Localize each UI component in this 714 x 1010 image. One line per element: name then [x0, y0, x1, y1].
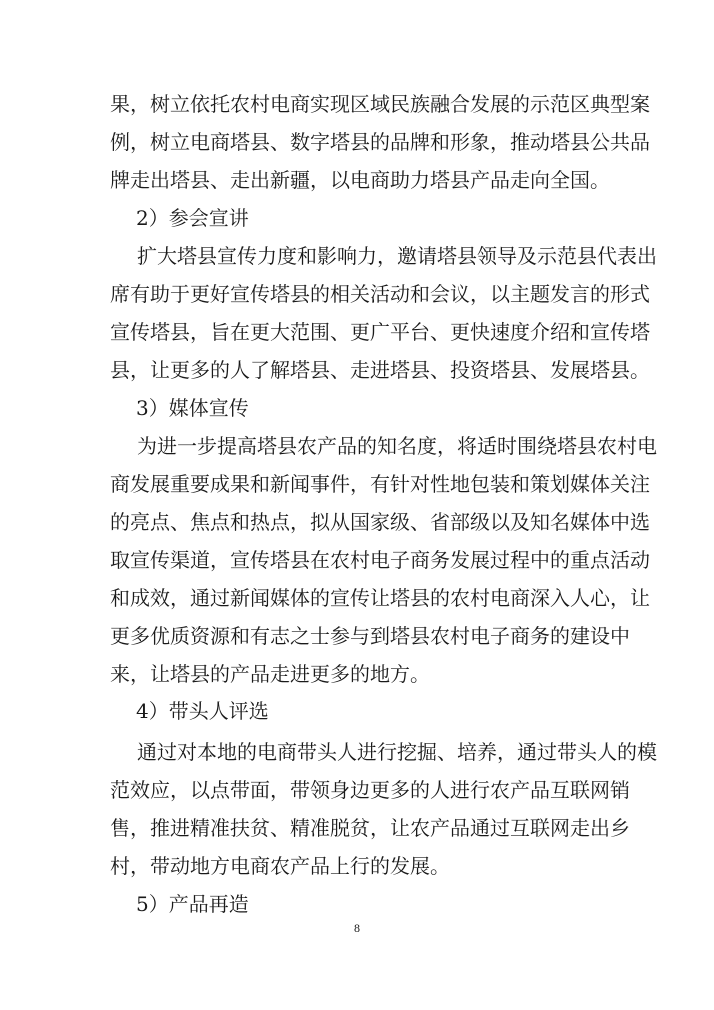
body-text-line: 通过对本地的电商带头人进行挖掘、培养，通过带头人的模: [137, 740, 657, 764]
body-text-line: 牌走出塔县、走出新疆，以电商助力塔县产品走向全国。: [110, 168, 610, 192]
body-text-line: 县，让更多的人了解塔县、走进塔县、投资塔县、发展塔县。: [110, 358, 650, 382]
section-heading: 2）参会宣讲: [136, 206, 249, 230]
body-text-line: 村，带动地方电商农产品上行的发展。: [110, 854, 450, 878]
body-text-line: 更多优质资源和有志之士参与到塔县农村电子商务的建设中: [110, 624, 630, 648]
body-text-line: 席有助于更好宣传塔县的相关活动和会议，以主题发言的形式: [110, 282, 650, 306]
body-text-line: 为进一步提高塔县农产品的知名度，将适时围绕塔县农村电: [137, 434, 657, 458]
body-text-line: 宣传塔县，旨在更大范围、更广平台、更快速度介绍和宣传塔: [110, 320, 650, 344]
body-text-line: 的亮点、焦点和热点，拟从国家级、省部级以及知名媒体中选: [110, 510, 650, 534]
body-text-line: 来，让塔县的产品走进更多的地方。: [110, 662, 430, 686]
body-text-line: 取宣传渠道，宣传塔县在农村电子商务发展过程中的重点活动: [110, 548, 650, 572]
page-number: 8: [354, 921, 360, 935]
body-text-line: 商发展重要成果和新闻事件，有针对性地包装和策划媒体关注: [110, 472, 650, 496]
section-heading: 3）媒体宣传: [136, 396, 249, 420]
section-heading: 5）产品再造: [136, 892, 249, 916]
body-text-line: 和成效，通过新闻媒体的宣传让塔县的农村电商深入人心，让: [110, 586, 650, 610]
body-text-line: 扩大塔县宣传力度和影响力，邀请塔县领导及示范县代表出: [137, 244, 657, 268]
body-text-line: 例，树立电商塔县、数字塔县的品牌和形象，推动塔县公共品: [110, 130, 650, 154]
body-text-line: 范效应，以点带面，带领身边更多的人进行农产品互联网销: [110, 778, 630, 802]
body-text-line: 果，树立依托农村电商实现区域民族融合发展的示范区典型案: [110, 92, 650, 116]
body-text-line: 售，推进精准扶贫、精准脱贫，让农产品通过互联网走出乡: [110, 816, 630, 840]
section-heading: 4）带头人评选: [136, 699, 269, 723]
